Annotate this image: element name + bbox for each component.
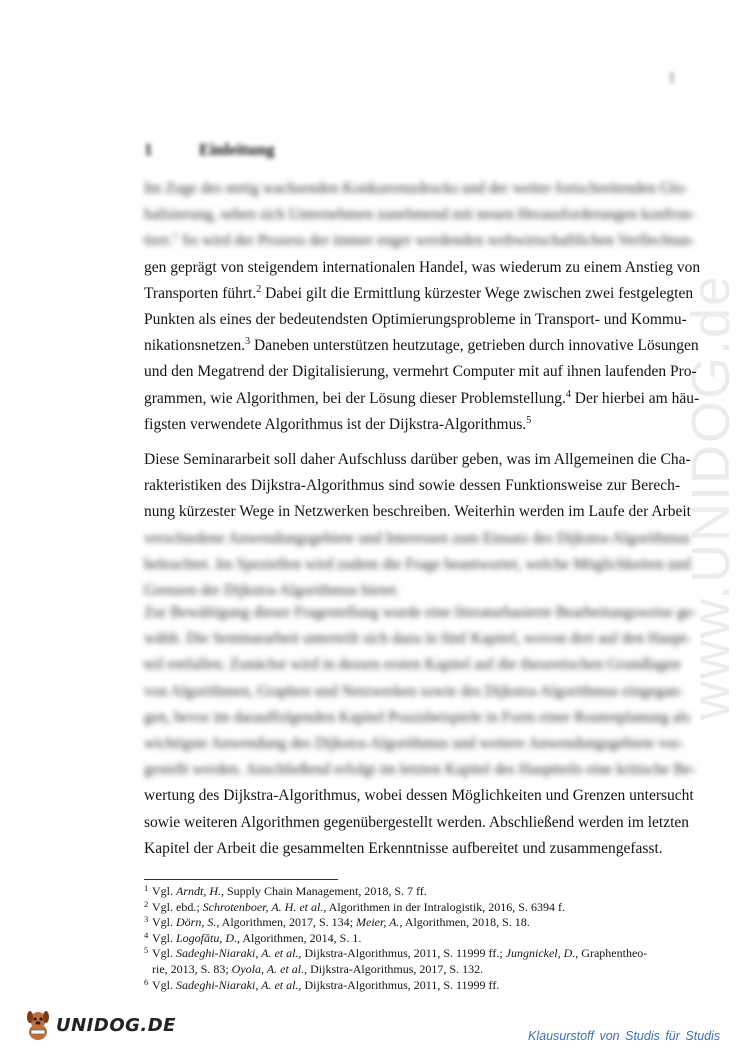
blurred-line: balisierung, sehen sich Unternehmen zunehmend mit neuen Herausforderungen konfron- [144,206,696,224]
heading-title: Einleitung [199,140,275,159]
footnote: 5 Vgl. Sadeghi-Niaraki, A. et al., Dijkstra-Algorithmus, 2011, S. 11999 ff.; Jungnickel, D., Graphentheo- [144,945,648,961]
paragraph-structure [144,600,697,862]
text-line: figsten verwendete Algorithmus ist der Dijkstra-Algorithmus.$^5$ [144,414,532,433]
text-line: nung kürzester Wege in Netzwerken beschreiben. Weiterhin werden im Laufe der Arbeit [144,503,691,521]
paragraph-intro [144,176,701,438]
blurred-line: gestellt werden. Anschließend erfolgt im letzten Kapitel des Hauptteils eine kritische Be- [144,761,696,779]
text-line: gen geprägt von steigendem internationalen Handel, was wiederum zu einem Anstieg von [144,258,701,276]
footnote-ref: 4 [565,388,571,400]
footnote: 3 Vgl. Dörn, S., Algorithmen, 2017, S. 134; Meier, A., Algorithmen, 2018, S. 18. [144,914,530,930]
unidog-logo[interactable] [24,1008,176,1042]
blurred-line: Im Zuge des stetig wachsenden Konkurrenzdrucks und der weiter fortschreitenden Glo- [144,180,689,197]
text-line: und den Megatrend der Digitalisierung, vermehrt Computer mit auf ihnen laufenden Pro- [144,363,697,381]
blurred-line: Zur Bewältigung dieser Fragestellung wurde eine literaturbasierte Bearbeitungsweise ge- [144,604,697,621]
text-line: Diese Seminararbeit soll daher Aufschluss darüber geben, was im Allgemeinen die Cha- [144,451,691,468]
blurred-line: tiert.$^1$ So wird der Prozess der immer enger werdenden weltwirtschaftlichen Verflechtun- [144,231,695,250]
blurred-line: verschiedene Anwendungsgebiete und Interessen zum Einsatz des Dijkstra-Algorithmus [144,529,691,547]
text-line: rakteristiken des Dijkstra-Algorithmus sind sowie dessen Funktionsweise zur Berech- [144,477,680,495]
footnote: rie, 2013, S. 83; Oyola, A. et al., Dijkstra-Algorithmus, 2017, S. 132. [152,961,484,976]
text-line: Transporten führt.$^2$ Dabei gilt die Ermittlung kürzester Wege zwischen zwei festgelegten [144,283,694,302]
watermark: www.UNIDOG.de [681,273,741,720]
footnote-ref: 2 [256,283,262,295]
heading-number: 1 [144,140,153,159]
text-line: grammen, wie Algorithmen, bei der Lösung dieser Problemstellung.$^4$ Der hierbei am häu- [144,388,700,407]
blurred-line: wichtigste Anwendung des Dijkstra-Algorithmus und weitere Anwendungsgebiete vor- [144,735,684,753]
blurred-line: Grenzen der Dijkstra-Algorithmus bietet. [144,582,400,600]
logo-text: UNIDOG.DE [56,1014,176,1036]
text-line: Kapitel der Arbeit die gesammelten Erkenntnisse aufbereitet und zusammengefasst. [144,839,663,857]
blurred-line: gen, bevor im darauffolgenden Kapitel Praxisbeispiele in Form einer Routenplanung als [144,708,690,726]
tagline: Klausurstoff von Studis für Studis [528,1029,721,1043]
footnote: 6 Vgl. Sadeghi-Niaraki, A. et al., Dijkstra-Algorithmus, 2011, S. 11999 ff. [144,976,500,992]
footnote: 4 Vgl. Logofătu, D., Algorithmen, 2014, S. 1. [144,929,362,945]
footnotes [144,884,684,993]
text-line: sowie weiteren Algorithmen gegenübergestellt werden. Abschließend werden im letzten [144,813,690,831]
footnote-ref: 1 [172,231,178,243]
footnote-ref: 3 [245,336,251,348]
footnote-ref: 5 [526,414,532,426]
blurred-line: von Algorithmen, Graphen und Netzwerken sowie des Dijkstra-Algorithmus eingegan- [144,682,684,700]
blurred-line: beleuchtet. Im Speziellen wird zudem die Frage beantwortet, welche Möglichkeiten und [144,555,691,573]
blurred-line: teil entfallen. Zunächst wird in dessen ersten Kapitel auf die theoretischen Grundlagen [144,656,681,674]
footnote-separator [144,879,338,880]
dog-mascot-icon [24,1008,52,1042]
text-line: wertung des Dijkstra-Algorithmus, wobei dessen Möglichkeiten und Grenzen untersucht [144,787,694,805]
chapter-heading [144,140,684,160]
page-number: 1 [668,70,676,86]
footnote: 1 Vgl. Arndt, H., Supply Chain Management, 2018, S. 7 ff. [144,883,427,898]
blurred-line: wählt. Die Seminararbeit unterteilt sich dazu in fünf Kapitel, wovon drei auf den Haupt- [144,630,692,648]
paragraph-aim [144,447,691,604]
footnote: 2 Vgl. ebd.; Schrotenboer, A. H. et al., Algorithmen in der Intralogistik, 2016, S. 6394 f. [144,898,565,914]
text-line: Punkten als eines der bedeutendsten Optimierungsprobleme in Transport- und Kommu- [144,311,687,329]
text-line: nikationsnetzen.$^3$ Daneben unterstützen heutzutage, getrieben durch innovative Lösungen [144,336,699,355]
